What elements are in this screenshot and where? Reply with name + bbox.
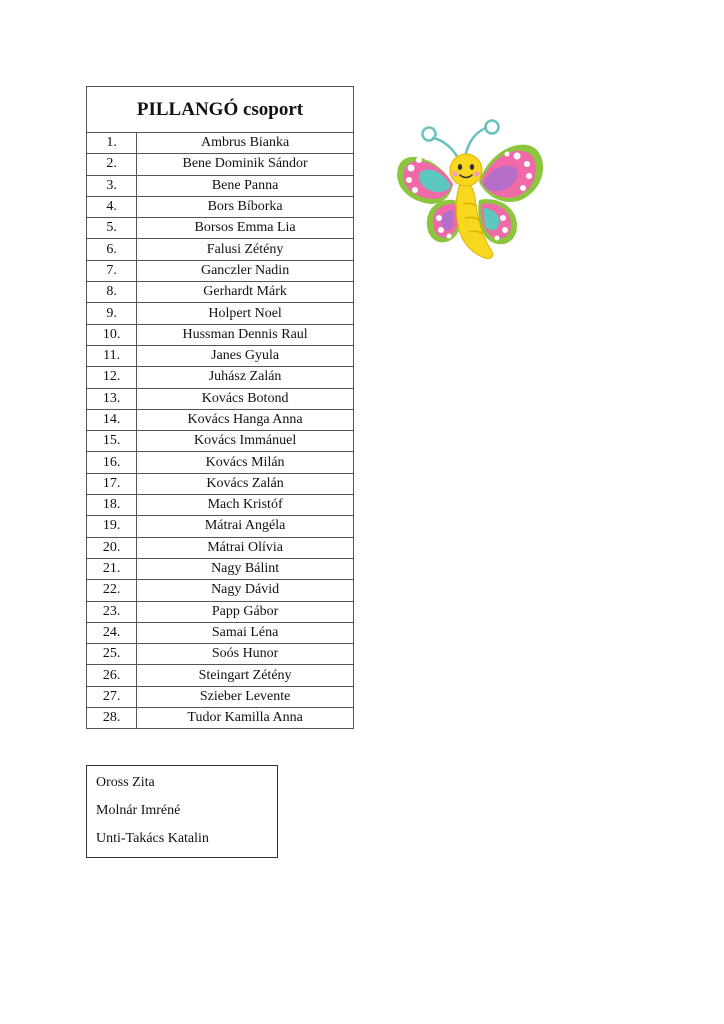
roster-row: [87, 239, 354, 260]
child-name: Samai Léna: [137, 622, 354, 643]
roster-number: 10.: [87, 324, 137, 345]
roster-row: [87, 622, 354, 643]
child-name: Kovács Zalán: [137, 473, 354, 494]
roster-number: 2.: [87, 154, 137, 175]
roster-number: 24.: [87, 622, 137, 643]
child-name: Kovács Botond: [137, 388, 354, 409]
roster-number: 6.: [87, 239, 137, 260]
staff-name: Unti-Takács Katalin: [96, 831, 209, 846]
child-name: Mach Kristóf: [137, 495, 354, 516]
child-name: Kovács Hanga Anna: [137, 409, 354, 430]
roster-number: 28.: [87, 708, 137, 729]
staff-name: Oross Zita: [96, 775, 155, 790]
roster-row: [87, 558, 354, 579]
roster-number: 19.: [87, 516, 137, 537]
child-name: Kovács Immánuel: [137, 431, 354, 452]
roster-row: [87, 431, 354, 452]
child-name: Nagy Dávid: [137, 580, 354, 601]
roster-title-row: [87, 87, 354, 133]
roster-number: 20.: [87, 537, 137, 558]
roster-row: [87, 644, 354, 665]
roster-number: 3.: [87, 175, 137, 196]
staff-box: [86, 765, 278, 858]
butterfly-icon: [393, 118, 548, 266]
roster-row: [87, 175, 354, 196]
roster-row: [87, 154, 354, 175]
roster-number: 1.: [87, 133, 137, 154]
child-name: Bene Panna: [137, 175, 354, 196]
roster-number: 18.: [87, 495, 137, 516]
roster-row: [87, 580, 354, 601]
child-name: Nagy Bálint: [137, 558, 354, 579]
roster-row: [87, 282, 354, 303]
roster-row: [87, 708, 354, 729]
roster-number: 23.: [87, 601, 137, 622]
roster-row: [87, 601, 354, 622]
roster-row: [87, 686, 354, 707]
child-name: Hussman Dennis Raul: [137, 324, 354, 345]
roster-number: 22.: [87, 580, 137, 601]
child-name: Ganczler Nadin: [137, 260, 354, 281]
roster-number: 9.: [87, 303, 137, 324]
roster-number: 7.: [87, 260, 137, 281]
roster-row: [87, 303, 354, 324]
roster-number: 14.: [87, 409, 137, 430]
staff-name: Molnár Imréné: [96, 803, 181, 818]
roster-number: 13.: [87, 388, 137, 409]
roster-number: 12.: [87, 367, 137, 388]
child-name: Mátrai Olívia: [137, 537, 354, 558]
roster-number: 26.: [87, 665, 137, 686]
child-name: Soós Hunor: [137, 644, 354, 665]
child-name: Gerhardt Márk: [137, 282, 354, 303]
child-name: Bene Dominik Sándor: [137, 154, 354, 175]
roster-row: [87, 537, 354, 558]
roster-row: [87, 218, 354, 239]
roster-row: [87, 345, 354, 366]
group-title: PILLANGÓ csoport: [87, 87, 354, 133]
roster-row: [87, 495, 354, 516]
child-name: Szieber Levente: [137, 686, 354, 707]
roster-number: 15.: [87, 431, 137, 452]
roster-row: [87, 367, 354, 388]
roster-number: 27.: [87, 686, 137, 707]
roster-row: [87, 324, 354, 345]
child-name: Juhász Zalán: [137, 367, 354, 388]
child-name: Borsos Emma Lia: [137, 218, 354, 239]
roster-number: 4.: [87, 196, 137, 217]
child-name: Holpert Noel: [137, 303, 354, 324]
roster-row: [87, 516, 354, 537]
roster-number: 11.: [87, 345, 137, 366]
roster-number: 25.: [87, 644, 137, 665]
roster-row: [87, 473, 354, 494]
roster-row: [87, 260, 354, 281]
roster-number: 8.: [87, 282, 137, 303]
child-name: Janes Gyula: [137, 345, 354, 366]
child-name: Kovács Milán: [137, 452, 354, 473]
child-name: Bors Bíborka: [137, 196, 354, 217]
roster-number: 16.: [87, 452, 137, 473]
roster-row: [87, 452, 354, 473]
roster-row: [87, 665, 354, 686]
child-name: Tudor Kamilla Anna: [137, 708, 354, 729]
roster-row: [87, 133, 354, 154]
child-name: Papp Gábor: [137, 601, 354, 622]
roster-number: 17.: [87, 473, 137, 494]
group-roster-table: [86, 86, 354, 729]
roster-row: [87, 409, 354, 430]
child-name: Falusi Zétény: [137, 239, 354, 260]
roster-number: 21.: [87, 558, 137, 579]
roster-row: [87, 196, 354, 217]
child-name: Mátrai Angéla: [137, 516, 354, 537]
child-name: Ambrus Bianka: [137, 133, 354, 154]
child-name: Steingart Zétény: [137, 665, 354, 686]
roster-number: 5.: [87, 218, 137, 239]
roster-row: [87, 388, 354, 409]
